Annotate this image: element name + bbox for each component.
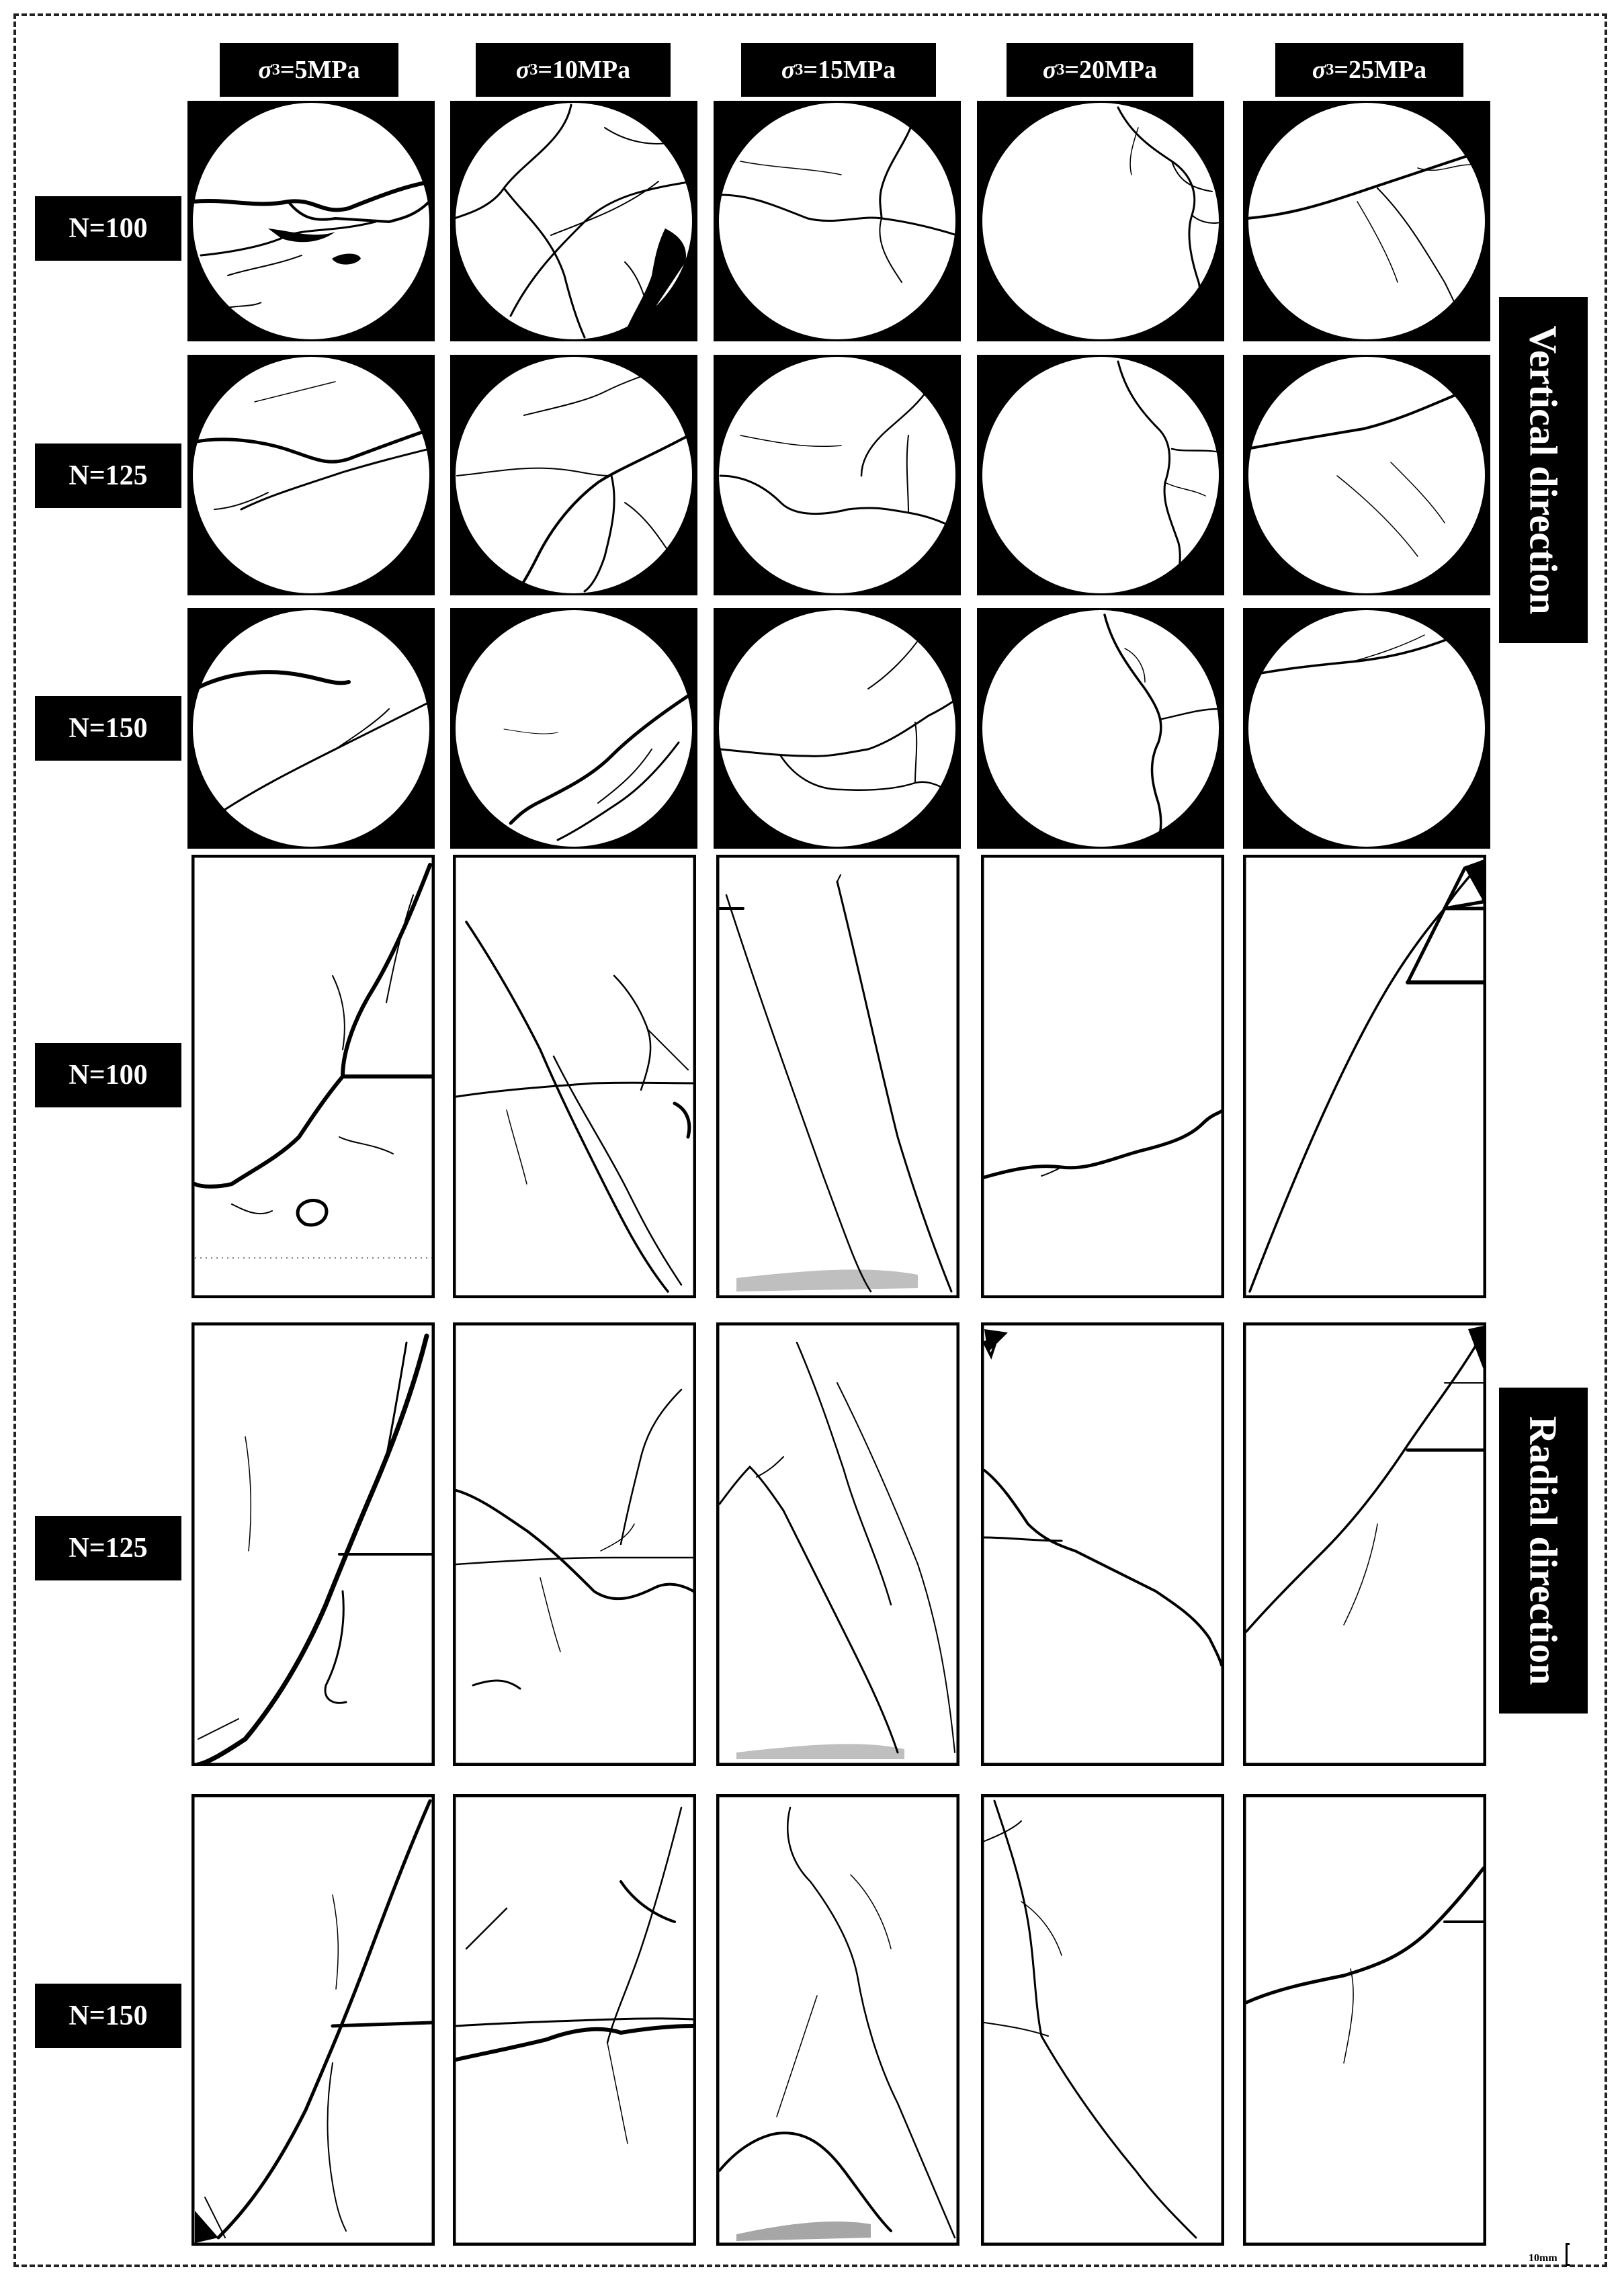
vertical-section-n100-s5	[187, 101, 435, 341]
vertical-section-n100-s10	[450, 101, 697, 341]
radial-section-n125-s25	[1243, 1322, 1486, 1766]
radial-section-n150-s20	[981, 1794, 1224, 2246]
radial-section-n150-s25	[1243, 1794, 1486, 2246]
row-label-vertical-n150: N=150	[35, 696, 181, 761]
column-label-15mpa: σ 3 =15MPa	[741, 43, 936, 97]
radial-section-n100-s15	[716, 855, 959, 1298]
vertical-section-n100-s20	[977, 101, 1224, 341]
row-label-vertical-n100: N=100	[35, 196, 181, 261]
section-label-vertical: Vertical direction	[1499, 297, 1588, 643]
scale-bar-label: 10mm	[1529, 2252, 1557, 2264]
vertical-section-n125-s25	[1243, 355, 1490, 595]
vertical-section-n150-s5	[187, 608, 435, 849]
radial-section-n100-s20	[981, 855, 1224, 1298]
vertical-section-n125-s10	[450, 355, 697, 595]
row-label-radial-n125: N=125	[35, 1516, 181, 1580]
vertical-section-n150-s10	[450, 608, 697, 849]
vertical-section-n125-s15	[714, 355, 961, 595]
vertical-section-n125-s20	[977, 355, 1224, 595]
radial-section-n125-s20	[981, 1322, 1224, 1766]
vertical-section-n150-s20	[977, 608, 1224, 849]
vertical-section-n100-s15	[714, 101, 961, 341]
radial-section-n100-s25	[1243, 855, 1486, 1298]
radial-section-n100-s10	[453, 855, 696, 1298]
column-label-5mpa: σ 3 =5MPa	[220, 43, 398, 97]
radial-section-n100-s5	[191, 855, 435, 1298]
vertical-section-n125-s5	[187, 355, 435, 595]
row-label-radial-n150: N=150	[35, 1984, 181, 2048]
vertical-section-n100-s25	[1243, 101, 1490, 341]
radial-section-n125-s5	[191, 1322, 435, 1766]
radial-section-n125-s10	[453, 1322, 696, 1766]
vertical-section-n150-s15	[714, 608, 961, 849]
row-label-radial-n100: N=100	[35, 1043, 181, 1107]
radial-section-n125-s15	[716, 1322, 959, 1766]
radial-section-n150-s10	[453, 1794, 696, 2246]
vertical-section-n150-s25	[1243, 608, 1490, 849]
column-label-25mpa: σ 3 =25MPa	[1275, 43, 1463, 97]
column-label-10mpa: σ 3 =10MPa	[476, 43, 671, 97]
section-label-radial: Radial direction	[1499, 1388, 1588, 1714]
column-label-20mpa: σ 3 =20MPa	[1007, 43, 1193, 97]
radial-section-n150-s15	[716, 1794, 959, 2246]
row-label-vertical-n125: N=125	[35, 443, 181, 508]
scale-bar	[1566, 2243, 1570, 2266]
radial-section-n150-s5	[191, 1794, 435, 2246]
